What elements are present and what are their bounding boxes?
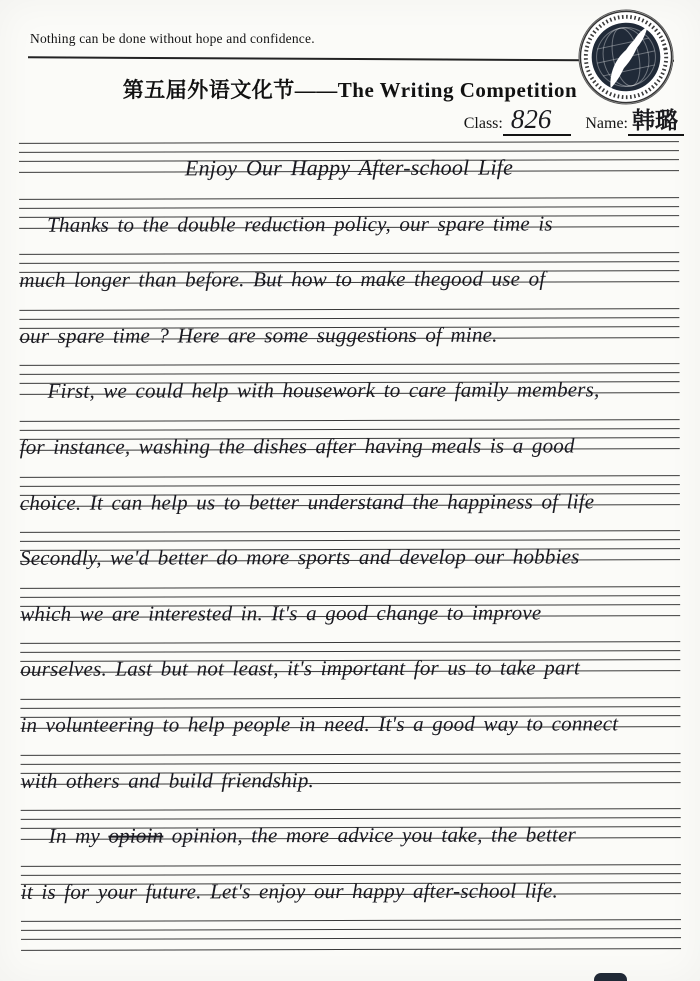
class-label: Class: <box>463 115 503 132</box>
essay-line: our spare time ? Here are some suggestions of mine. <box>19 322 498 348</box>
rule-line <box>19 252 679 255</box>
struck-word: opioin <box>108 823 164 848</box>
rule-line <box>19 141 679 144</box>
bottom-dark-tab <box>594 973 627 981</box>
competition-title: 第五届外语文化节——The Writing Competition <box>122 78 578 102</box>
essay-line: In my opioin opinion, the more advice you take, the better <box>48 822 576 848</box>
rule-line <box>19 197 679 200</box>
rule-line <box>21 938 681 941</box>
ruled-paper <box>19 141 681 953</box>
essay-line: First, we could help with housework to care family members, <box>47 377 600 404</box>
name-label: Name: <box>585 115 628 132</box>
rule-line <box>20 539 680 542</box>
line-group <box>20 753 681 793</box>
rule-line <box>19 150 679 153</box>
essay-line: choice. It can help us to better understand the happiness of life <box>19 488 595 515</box>
rule-line <box>20 586 680 589</box>
line-group <box>20 697 680 737</box>
rule-line <box>20 373 680 376</box>
rule-line <box>21 864 681 867</box>
line-group <box>20 364 680 404</box>
essay-line: it is for your future. Let's enjoy our happy after-school life. <box>20 878 558 904</box>
essay-line: Secondly, we'd better do more sports and develop our hobbies <box>19 544 580 571</box>
rule-line <box>21 808 681 811</box>
rule-line <box>20 419 680 422</box>
rule-line <box>20 364 680 367</box>
rule-line <box>19 261 679 264</box>
rule-line <box>20 595 680 598</box>
essay-line: much longer than before. But how to make thegood use of <box>19 266 546 293</box>
essay-line: ourselves. Last but not least, it's important for us to take part <box>20 655 581 682</box>
rule-line <box>19 206 679 209</box>
essay-line: in volunteering to help people in need. It's a good way to connect <box>20 711 619 737</box>
essay-line: for instance, washing the dishes after having meals is a good <box>19 433 575 459</box>
line-group <box>19 475 680 515</box>
motto-text: Nothing can be done without hope and confidence. <box>30 31 315 46</box>
rule-line <box>20 484 680 487</box>
line-group <box>20 586 680 626</box>
class-value: 826 <box>503 106 572 136</box>
name-value: 韩璐 <box>628 109 684 136</box>
line-group <box>19 197 679 237</box>
rule-line <box>21 949 681 952</box>
line-group <box>19 308 679 348</box>
essay-title-line: Enjoy Our Happy After-school Life <box>184 154 514 181</box>
essay-line: with others and build friendship. <box>20 767 315 793</box>
line-group <box>21 808 681 848</box>
line-group <box>20 864 681 904</box>
line-group <box>19 419 680 459</box>
line-group <box>20 642 680 682</box>
class-name-row <box>464 106 684 136</box>
line-group <box>21 920 681 952</box>
line-group <box>19 530 680 571</box>
line-group <box>19 141 679 181</box>
rule-line <box>20 651 680 654</box>
rule-line <box>20 642 680 645</box>
rule-line <box>20 697 680 700</box>
rule-line <box>20 530 680 533</box>
rule-line <box>20 475 680 478</box>
rule-line <box>21 762 681 765</box>
rule-line <box>21 753 681 756</box>
rule-line <box>20 706 680 709</box>
rule-line <box>21 920 681 923</box>
rule-line <box>21 929 681 932</box>
rule-line <box>20 428 680 431</box>
rule-line <box>21 817 681 820</box>
rule-line <box>21 873 681 876</box>
essay-line <box>21 957 681 959</box>
line-group <box>19 252 679 293</box>
essay-line: which we are interested in. It's a good change to improve <box>20 600 542 626</box>
essay-line: Thanks to the double reduction policy, our spare time is <box>47 211 553 237</box>
rule-line <box>19 308 679 311</box>
rule-line <box>19 317 679 320</box>
